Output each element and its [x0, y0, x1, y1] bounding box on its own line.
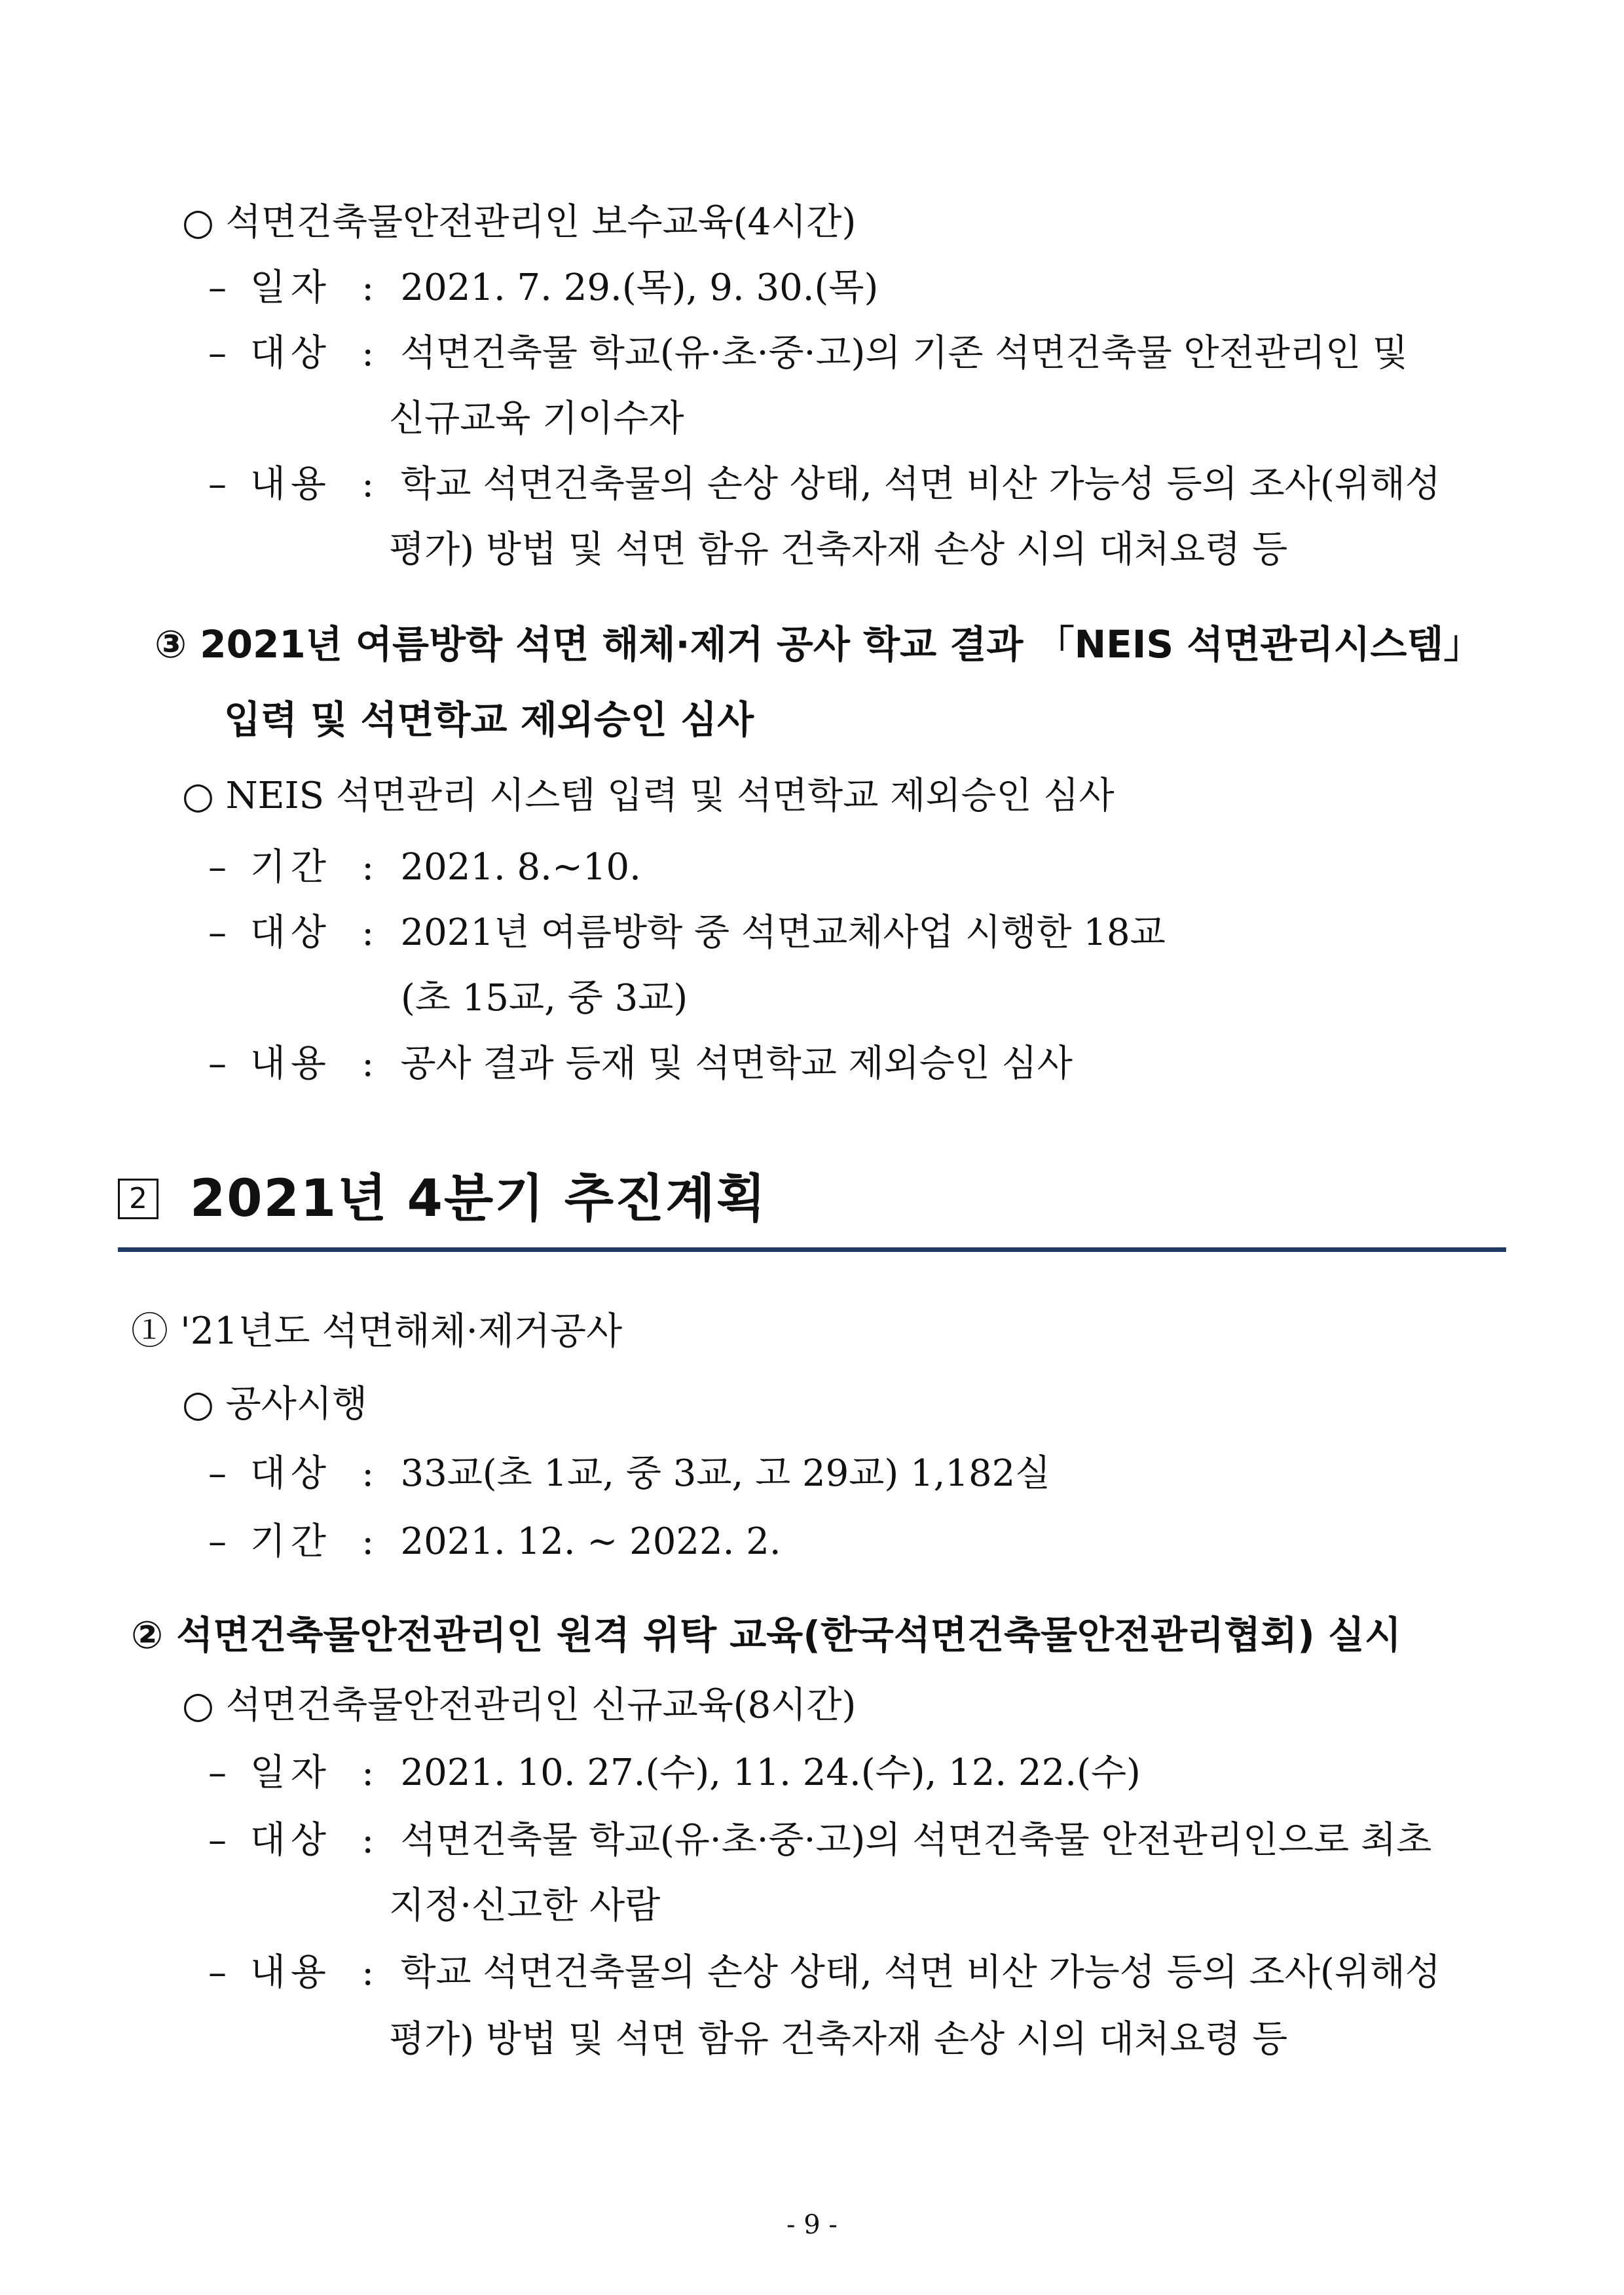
- content-value: 공사 결과 등재 및 석면학교 제외승인 심사: [400, 1042, 1073, 1085]
- q2-target-cont: 지정·신고한 사람: [389, 1884, 661, 1927]
- colon: :: [361, 266, 375, 309]
- dash: –: [208, 1042, 227, 1085]
- q2-content-cont: 평가) 방법 및 석면 함유 건축자재 손상 시의 대처요령 등: [389, 2018, 1288, 2061]
- colon: :: [361, 1042, 375, 1085]
- content-value: 학교 석면건축물의 손상 상태, 석면 비산 가능성 등의 조사(위해성: [400, 1951, 1441, 1994]
- q1-period-row: [196, 1520, 781, 1563]
- s1-target-row: [196, 332, 1408, 375]
- target-label: 대상: [249, 332, 332, 375]
- s3-content-row: [196, 1042, 1073, 1085]
- s3-title: ③ 2021년 여름방학 석면 해체·제거 공사 학교 결과 「NEIS 석면관리시스템」: [155, 622, 1482, 667]
- colon: :: [361, 911, 375, 954]
- dash: –: [208, 911, 227, 954]
- dash: –: [208, 1520, 227, 1563]
- colon: :: [361, 846, 375, 889]
- section-heading: 2021년 4분기 추진계획: [190, 1169, 767, 1228]
- colon: :: [361, 1520, 375, 1563]
- content-label: 내용: [249, 1951, 332, 1994]
- colon: :: [361, 1752, 375, 1794]
- dash: –: [208, 1752, 227, 1794]
- section-number-box: 2: [118, 1179, 158, 1219]
- s3-period-row: [196, 846, 641, 889]
- q1-title: ① '21년도 석면해체·제거공사: [131, 1310, 623, 1353]
- dash: –: [208, 1452, 227, 1495]
- target-label: 대상: [249, 911, 332, 954]
- target-value: 2021년 여름방학 중 석면교체사업 시행한 18교: [400, 911, 1166, 954]
- colon: :: [361, 1819, 375, 1862]
- target-value: 33교(초 1교, 중 3교, 고 29교) 1,182실: [400, 1452, 1051, 1495]
- q2-content-row: [196, 1951, 1441, 1994]
- heading-rule: [118, 1247, 1506, 1252]
- s1-content-row: [196, 463, 1441, 505]
- s1-date-row: [196, 266, 879, 309]
- date-label: 일자: [249, 1752, 332, 1794]
- q1-target-row: [196, 1452, 1051, 1495]
- period-label: 기간: [249, 1520, 332, 1563]
- period-value: 2021. 12. ~ 2022. 2.: [400, 1520, 781, 1563]
- dash: –: [208, 1819, 227, 1862]
- content-value: 학교 석면건축물의 손상 상태, 석면 비산 가능성 등의 조사(위해성: [400, 463, 1441, 505]
- s3-title-cont: 입력 및 석면학교 제외승인 심사: [224, 697, 754, 742]
- s3-target-row: [196, 911, 1166, 954]
- s1-target-cont: 신규교육 기이수자: [389, 397, 684, 440]
- colon: :: [361, 1951, 375, 1994]
- content-label: 내용: [249, 463, 332, 505]
- colon: :: [361, 1452, 375, 1495]
- dash: –: [208, 1951, 227, 1994]
- period-label: 기간: [249, 846, 332, 889]
- period-value: 2021. 8.~10.: [400, 846, 641, 889]
- s1-title: ○ 석면건축물안전관리인 보수교육(4시간): [182, 201, 857, 244]
- dash: –: [208, 266, 227, 309]
- content-label: 내용: [249, 1042, 332, 1085]
- target-label: 대상: [249, 1819, 332, 1862]
- date-value: 2021. 10. 27.(수), 11. 24.(수), 12. 22.(수): [400, 1752, 1141, 1794]
- q2-date-row: [196, 1752, 1141, 1794]
- s3-sub: ○ NEIS 석면관리 시스템 입력 및 석면학교 제외승인 심사: [182, 775, 1115, 817]
- date-label: 일자: [249, 266, 332, 309]
- target-label: 대상: [249, 1452, 332, 1495]
- q2-title: ② 석면건축물안전관리인 원격 위탁 교육(한국석면건축물안전관리협회) 실시: [131, 1613, 1401, 1657]
- dash: –: [208, 332, 227, 375]
- colon: :: [361, 463, 375, 505]
- page-number: - 9 -: [786, 2210, 838, 2240]
- dash: –: [208, 463, 227, 505]
- q2-target-row: [196, 1819, 1432, 1862]
- date-value: 2021. 7. 29.(목), 9. 30.(목): [400, 266, 879, 309]
- q2-sub: ○ 석면건축물안전관리인 신규교육(8시간): [182, 1684, 857, 1727]
- s1-content-cont: 평가) 방법 및 석면 함유 건축자재 손상 시의 대처요령 등: [389, 528, 1288, 571]
- q1-sub: ○ 공사시행: [182, 1383, 368, 1425]
- target-value: 석면건축물 학교(유·초·중·고)의 기존 석면건축물 안전관리인 및: [400, 332, 1408, 375]
- dash: –: [208, 846, 227, 889]
- s3-target-cont: (초 15교, 중 3교): [401, 977, 688, 1019]
- colon: :: [361, 332, 375, 375]
- target-value: 석면건축물 학교(유·초·중·고)의 석면건축물 안전관리인으로 최초: [400, 1819, 1432, 1862]
